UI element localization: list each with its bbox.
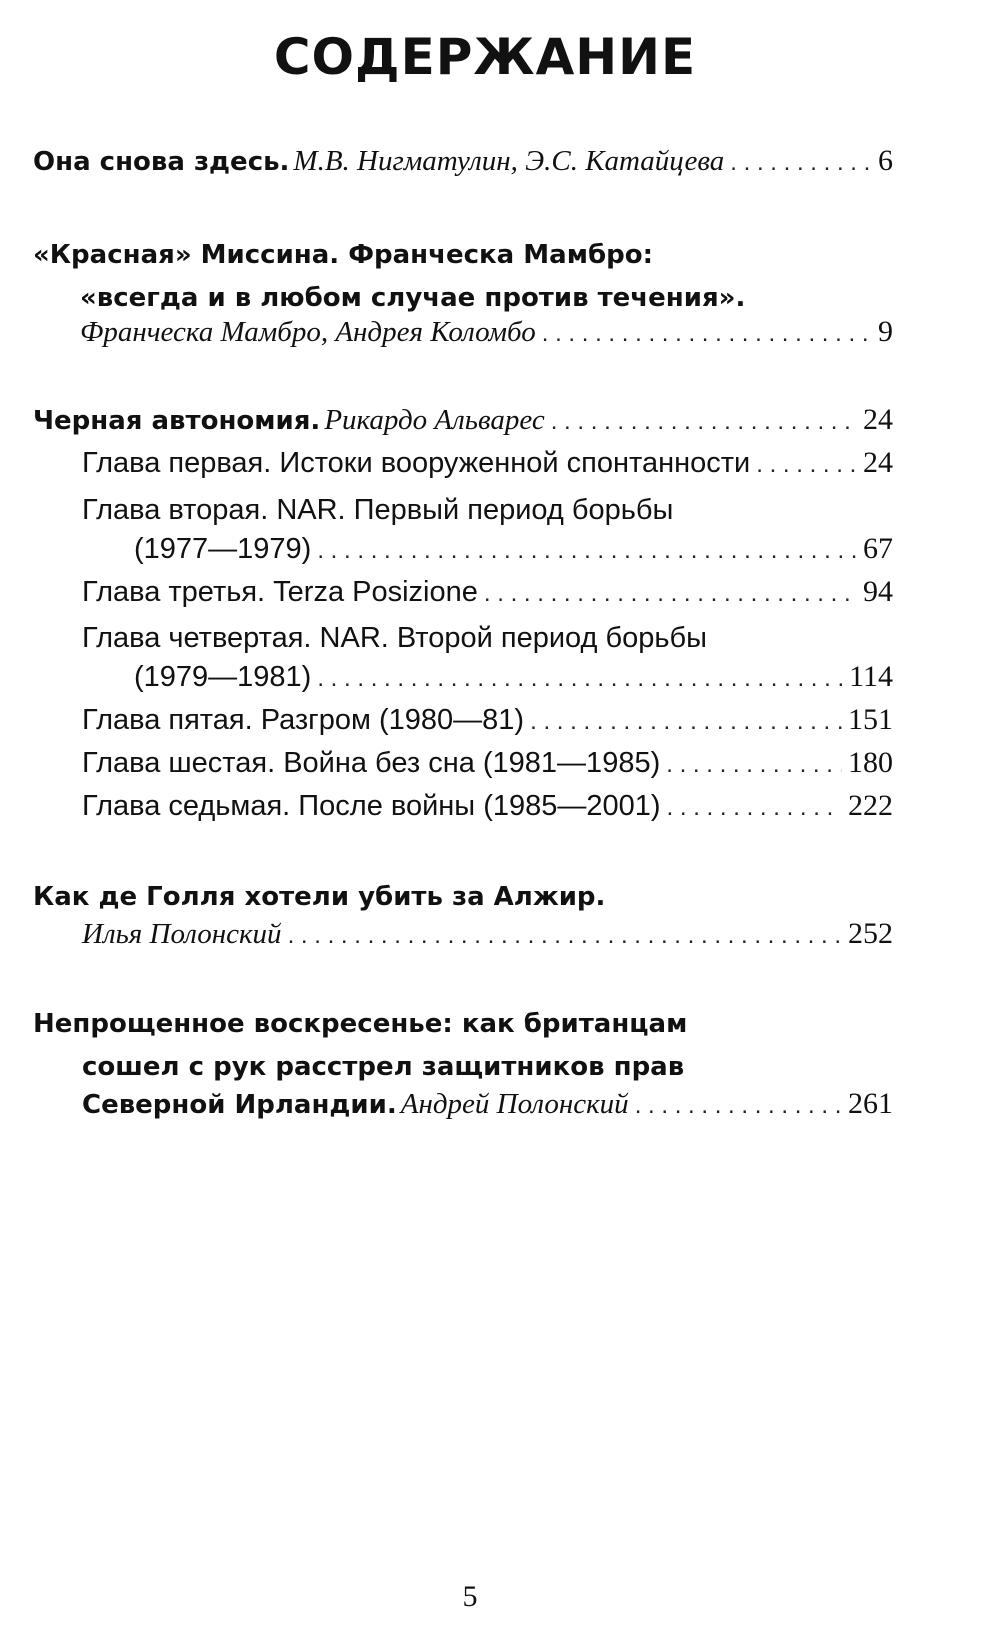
dot-leader [635,1092,842,1120]
entry-page: 24 [863,403,893,436]
chapter-title-line: Глава четвертая. NAR. Второй период борьбы [82,622,707,654]
entry-authors: Илья Полонский [82,918,282,950]
dot-leader [317,537,857,565]
toc-chapter-4[interactable] [134,660,893,702]
toc-chapter-5[interactable] [82,703,893,745]
page-number: 5 [462,1580,478,1613]
entry-title-line: Непрощенное воскресенье: как британцам [33,1009,688,1039]
entry-authors: М.В. Нигматулин, Э.С. Катайцева [293,145,725,177]
entry-page: 9 [878,315,893,348]
dot-leader [288,922,842,950]
toc-chapter-1[interactable] [82,446,893,488]
toc-chapter-6[interactable] [82,746,893,788]
entry-page: 6 [878,144,893,177]
chapter-page: 24 [863,446,893,479]
chapter-years: (1977—1979) [134,533,312,565]
entry-title-line: Как де Голля хотели убить за Алжир. [33,882,606,912]
entry-authors: Рикардо Альварес [324,404,545,436]
entry-title-line: сошел с рук расстрел защитников прав [82,1052,685,1082]
dot-leader [317,665,843,693]
entry-title: Черная автономия. [33,406,321,436]
dot-leader [666,751,842,779]
dot-leader [530,708,842,736]
dot-leader [730,149,872,177]
toc-chapter-2[interactable] [134,532,893,574]
dot-leader [756,451,857,479]
toc-entry-4[interactable] [82,917,893,959]
dot-leader [484,580,857,608]
entry-page: 261 [848,1087,893,1120]
toc-chapter-7[interactable] [82,789,893,831]
chapter-page: 151 [848,703,893,736]
entry-title-line: «Красная» Миссина. Франческа Мамбро: [33,240,653,270]
entry-authors: Андрей Полонский [400,1088,629,1120]
entry-title: Северной Ирландии. [82,1090,397,1120]
chapter-years: (1979—1981) [134,661,312,693]
toc-entry-1[interactable] [33,144,893,186]
entry-authors: Франческа Мамбро, Андрея Коломбо [80,316,536,348]
chapter-title-line: Глава вторая. NAR. Первый период борьбы [82,494,674,526]
toc-entry-2[interactable] [80,315,893,357]
chapter-title: Глава третья. Terza Posizione [82,576,478,608]
chapter-title: Глава первая. Истоки вооруженной спонтанности [82,447,751,479]
dot-leader [667,794,842,822]
chapter-title: Глава шестая. Война без сна (1981—1985) [82,747,661,779]
chapter-page: 67 [863,532,893,565]
entry-title: Она снова здесь. [33,147,290,177]
dot-leader [542,320,872,348]
toc-chapter-3[interactable] [82,575,893,617]
toc-entry-3[interactable] [33,403,893,445]
page-title: СОДЕРЖАНИЕ [273,28,697,86]
chapter-page: 114 [849,660,893,693]
dot-leader [551,408,857,436]
entry-title-line: «всегда и в любом случае против течения». [80,283,746,313]
chapter-title: Глава седьмая. После войны (1985—2001) [82,790,661,822]
chapter-page: 94 [863,575,893,608]
chapter-title: Глава пятая. Разгром (1980—81) [82,704,525,736]
entry-page: 252 [848,917,893,950]
chapter-page: 180 [848,746,893,779]
toc-entry-5[interactable] [82,1087,893,1129]
chapter-page: 222 [848,789,893,822]
